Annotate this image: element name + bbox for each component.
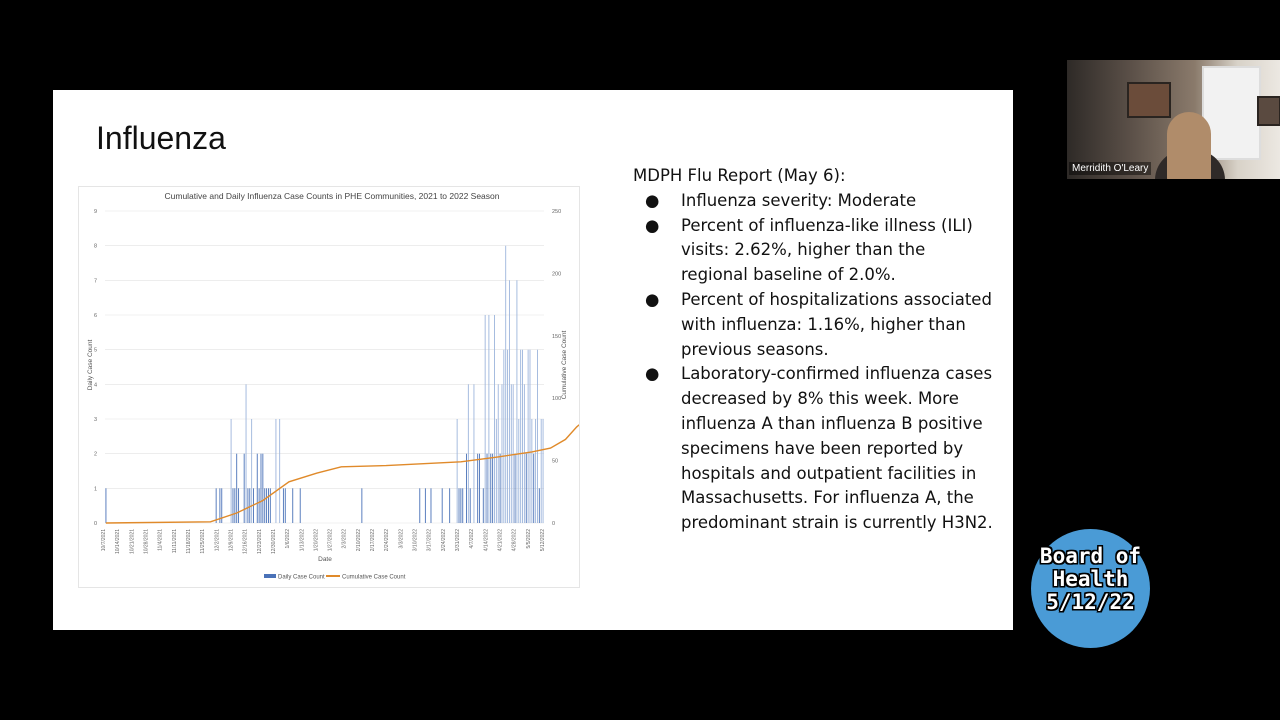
daily-bar [300,488,301,523]
daily-bar [537,350,538,523]
daily-bar [275,419,276,523]
x-tick-label: 12/16/2021 [242,529,249,555]
x-tick-label: 3/3/2022 [398,529,405,549]
daily-bar [442,488,443,523]
report-bullet [633,288,993,362]
daily-bar [530,350,531,523]
x-tick-label: 3/17/2022 [426,529,433,552]
report-bullet-list [633,189,993,536]
y-tick-label: 7 [93,278,97,285]
daily-bar [503,350,504,523]
daily-bar [261,454,262,523]
bullet-icon: ● [645,289,660,309]
daily-bar [247,488,248,523]
daily-bar [459,488,460,523]
daily-bar [487,454,488,523]
x-tick-label: 2/10/2022 [355,529,362,552]
y-tick-label: 3 [93,417,97,423]
flu-report [633,164,993,536]
daily-bar [462,488,463,523]
x-tick-label: 4/21/2022 [497,529,504,552]
x-axis-ticks [101,529,546,554]
daily-bar [531,419,532,523]
legend-swatch-cumulative [326,575,340,577]
y-tick-label: 1 [93,486,97,493]
report-bullet [633,214,993,288]
y-right-tick-label: 250 [552,209,562,215]
daily-bar [492,454,493,523]
board-of-health-badge [1031,529,1150,648]
daily-bar [468,384,469,523]
report-heading: MDPH Flu Report (May 6): [633,166,846,185]
x-tick-label: 12/23/2021 [256,529,263,555]
badge-line: 5/12/22 [1046,590,1135,614]
daily-bar [488,315,489,523]
x-tick-label: 3/24/2022 [440,529,447,552]
daily-bar [285,488,286,523]
daily-bar [279,419,280,523]
daily-bar [449,488,450,523]
daily-bar [494,315,495,523]
daily-bar [505,246,506,523]
daily-bar [513,384,514,523]
y-tick-label: 4 [93,382,97,389]
x-tick-label: 12/30/2021 [270,529,277,555]
daily-bar [264,488,265,523]
daily-bar [244,454,245,523]
x-tick-label: 11/18/2021 [185,529,192,554]
chart-svg [79,187,579,587]
daily-bar [498,384,499,523]
x-tick-label: 3/31/2022 [455,529,462,552]
daily-bar [268,488,269,523]
x-tick-label: 12/9/2021 [228,529,235,552]
y-tick-label: 2 [93,451,97,458]
report-bullet [633,189,993,214]
daily-bar [511,384,512,523]
report-bullet [633,362,993,536]
daily-bar [257,454,258,523]
daily-bar [246,384,247,523]
daily-bar [509,280,510,523]
x-tick-label: 1/13/2022 [299,529,306,552]
cumulative-series-line [106,205,579,523]
daily-bar [251,419,252,523]
legend-label-daily: Daily Case Count [278,574,325,581]
bullet-icon: ● [645,190,660,210]
daily-bar [270,488,271,523]
daily-bar [507,350,508,523]
daily-bar [283,488,284,523]
daily-bar [238,488,239,523]
x-tick-label: 3/10/2022 [412,529,419,552]
daily-bar [483,488,484,523]
daily-bar [457,419,458,523]
report-bullet-text: Laboratory-confirmed influenza cases decreased by 8% this week. More influenza A than influenza B positive specimens have been reported by hospitals and outpatient facilities in Massachusetts. For influenza A, the predominant strain is currently H3N2. [681,364,993,533]
daily-bar [477,454,478,523]
bullet-icon: ● [645,215,660,235]
daily-bar [266,488,267,523]
participant-video-tile[interactable] [1067,60,1280,179]
x-tick-label: 2/3/2022 [341,529,348,549]
daily-bar [479,454,480,523]
badge-text [1031,545,1150,614]
daily-bar [515,454,516,523]
x-axis-label: Date [318,556,332,563]
legend-swatch-daily [264,574,276,578]
y-right-tick-label: 150 [552,333,562,340]
x-tick-label: 1/6/2022 [285,529,292,549]
x-tick-label: 4/14/2022 [483,529,490,552]
daily-bar [543,419,544,523]
bullet-icon: ● [645,364,660,384]
x-tick-label: 11/11/2021 [171,529,178,554]
daily-bar [502,384,503,523]
chart-legend [264,574,406,581]
daily-bar [431,488,432,523]
x-tick-label: 4/7/2022 [469,529,476,549]
y-tick-label: 8 [93,243,97,250]
y-tick-label: 9 [93,209,97,215]
daily-bar [470,488,471,523]
daily-bar [419,488,420,523]
y-tick-label: 6 [93,313,97,319]
report-bullet-text: Percent of hospitalizations associated with influenza: 1.16%, higher than previous seasons. [681,289,992,359]
x-tick-label: 11/4/2021 [157,529,164,551]
daily-bar [466,454,467,523]
x-tick-label: 10/28/2021 [143,529,150,555]
y-right-tick-label: 100 [552,396,562,403]
y-right-tick-label: 200 [552,271,562,278]
y-tick-label: 0 [93,521,97,527]
daily-bar [516,280,517,523]
daily-bar [216,488,217,523]
influenza-chart [78,186,580,588]
chart-gridlines [105,211,544,523]
daily-bar [233,488,234,523]
daily-bar [105,488,106,523]
daily-bar [490,454,491,523]
x-tick-label: 10/14/2021 [115,529,122,555]
x-tick-label: 4/28/2022 [511,529,518,552]
daily-bar [460,488,461,523]
daily-bar [219,488,220,523]
daily-bar [425,488,426,523]
daily-bar [496,419,497,523]
presentation-slide [53,90,1013,630]
daily-bar [520,350,521,523]
x-tick-label: 12/2/2021 [214,529,221,552]
daily-bar [541,419,542,523]
badge-line: Board of [1039,544,1142,568]
x-tick-label: 5/12/2022 [540,529,546,552]
y-tick-label: 5 [93,347,97,354]
legend-label-cumulative: Cumulative Case Count [342,574,406,581]
x-tick-label: 10/21/2021 [129,529,136,555]
participant-head [1167,112,1211,179]
x-tick-label: 2/17/2022 [370,529,377,552]
x-tick-label: 10/7/2021 [101,529,107,552]
daily-bar [539,488,540,523]
y-axis-label-right: Cumulative Case Count [561,330,568,400]
x-tick-label: 11/25/2021 [200,529,207,554]
daily-bar [535,419,536,523]
daily-bar [262,454,263,523]
participant-name: Merridith O'Leary [1069,162,1151,175]
daily-bar [533,454,534,523]
daily-bar [259,488,260,523]
daily-bar [528,350,529,523]
video-picture-frame [1127,82,1171,118]
slide-title: Influenza [96,120,226,156]
daily-bar [249,488,250,523]
daily-bar [361,488,362,523]
chart-title: Cumulative and Daily Influenza Case Counts in PHE Communities, 2021 to 2022 Season [164,191,500,201]
x-tick-label: 5/5/2022 [525,529,532,549]
badge-line: Health [1052,567,1129,591]
cumulative-line [106,205,579,523]
daily-bar [522,350,523,523]
video-picture-frame [1257,96,1280,126]
report-bullet-text: Influenza severity: Moderate [681,190,917,210]
x-tick-label: 2/24/2022 [384,529,391,552]
x-tick-label: 1/27/2022 [327,529,334,552]
y-right-tick-label: 0 [552,521,556,527]
daily-bar [526,454,527,523]
daily-bar [292,488,293,523]
daily-bar [231,419,232,523]
daily-bar [500,454,501,523]
y-right-tick-label: 50 [552,458,559,465]
daily-bar [518,419,519,523]
daily-bar [473,384,474,523]
y-axis-label: Daily Case Count [87,339,94,391]
report-bullet-text: Percent of influenza-like illness (ILI) visits: 2.62%, higher than the regional baseline of 2.0%. [681,215,973,285]
daily-bar [234,488,235,523]
x-tick-label: 1/20/2022 [313,529,320,552]
daily-bar [485,315,486,523]
